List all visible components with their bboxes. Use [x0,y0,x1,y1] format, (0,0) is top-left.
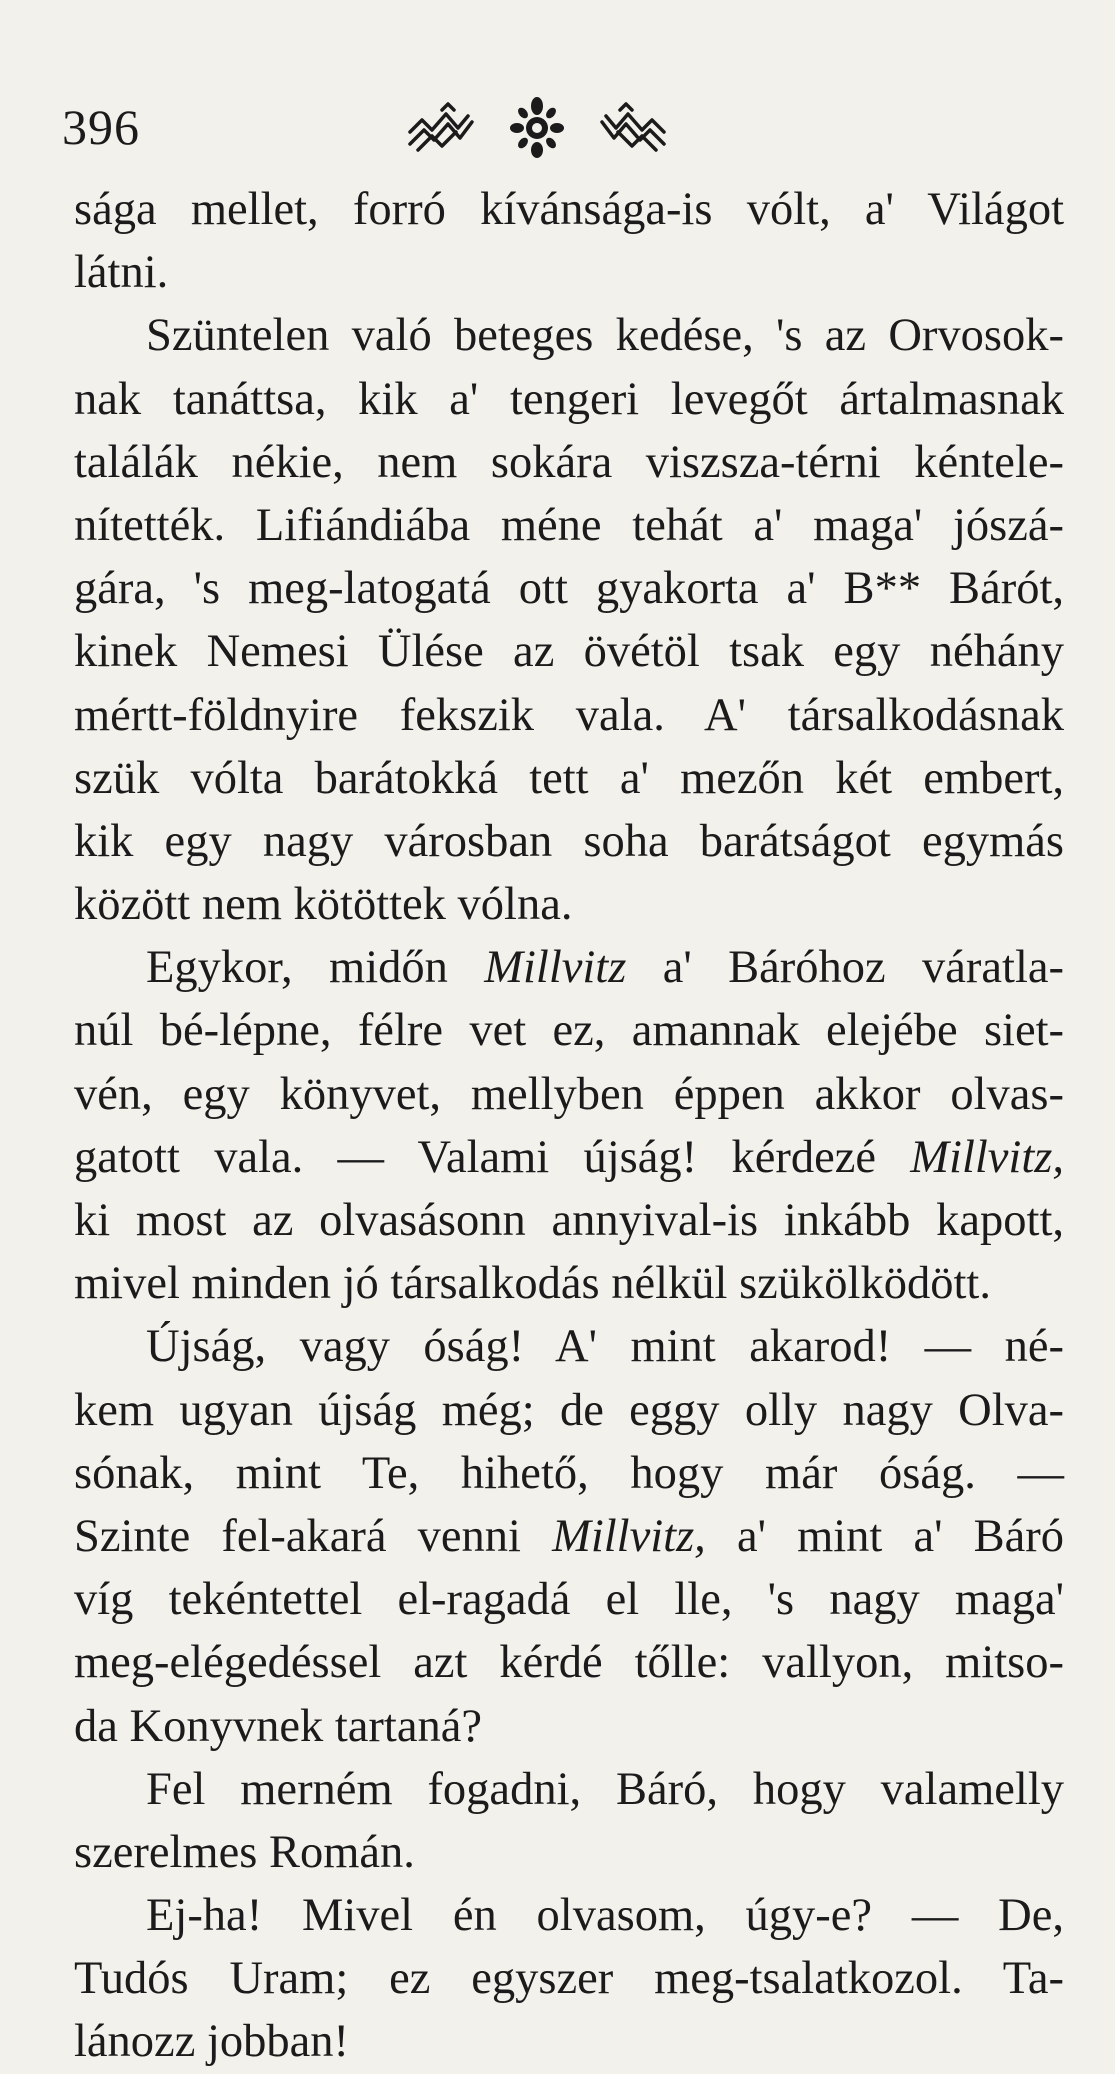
text-fragment: Egykor, midőn [146,942,485,994]
text-line: között nem kötöttek vólna. [74,879,573,931]
paragraph-start-line: Szüntelen való beteges kedése, 's az Orvosok- [146,310,1064,362]
text-line: núl bé-lépne, félre vet ez, amannak elejébe siet- [74,1005,1064,1057]
text-line: meg-elégedéssel azt kérdé tőlle: vallyon, mitso- [74,1637,1064,1689]
text-line: sága mellet, forró kívánsága-is vólt, a' Világot [74,184,1064,235]
printers-ornament-icon [402,92,672,162]
character-name-millvitz: Millvitz, [910,1131,1064,1183]
character-name-millvitz: Millvitz [484,942,627,994]
text-line [74,1505,1064,1568]
text-line [74,1126,1064,1189]
text-line: nak tanáttsa, kik a' tengeri levegőt ártalmasnak [74,373,1064,425]
text-fragment: a' Báróhoz váratla- [626,942,1064,994]
text-line: gára, 's meg-latogatá ott gyakorta a' B** Bárót, [74,563,1064,615]
text-line: lánozz jobban! [74,2016,350,2068]
text-fragment: gatott vala. — Valami újság! kérdezé [74,1131,911,1183]
text-line: nítették. Lifiándiába méne tehát a' maga' jószá- [74,499,1064,551]
text-line: ki most az olvasásonn annyival-is inkább kapott, [74,1195,1064,1246]
text-line: kinek Nemesi Ülése az övétöl tsak egy néhány [74,626,1064,678]
text-line: da Konyvnek tartaná? [74,1700,482,1752]
paragraph-start-line: Újság, vagy óság! A' mint akarod! — né- [146,1321,1064,1373]
paragraph-start-line: Fel merném fogadni, Báró, hogy valamelly [146,1763,1064,1815]
text-line: találák nékie, nem sokára viszsza-térni kéntele- [74,436,1064,488]
text-line: mértt-földnyire fekszik vala. A' társalkodásnak [74,689,1064,741]
text-fragment: Szinte fel-akará venni [74,1510,553,1562]
page-header [62,92,1062,162]
paragraph-start-line: Ej-ha! Mivel én olvasom, úgy-e? — De, [146,1890,1064,1942]
text-line: látni. [74,247,169,299]
text-line: vén, egy könyvet, mellyben éppen akkor olvas- [74,1068,1064,1120]
text-line: víg tekéntettel el-ragadá el lle, 's nagy maga' [74,1574,1064,1626]
text-line: szerelmes Román. [74,1826,415,1878]
text-line: kem ugyan újság még; de eggy olly nagy Olva- [74,1384,1064,1436]
character-name-millvitz: Millvitz, [552,1510,706,1562]
paragraph-start-line [74,936,1064,999]
text-line: sónak, mint Te, hihető, hogy már óság. — [74,1447,1064,1499]
page-number: 396 [62,99,140,155]
text-line: Tudós Uram; ez egyszer meg-tsalatkozol. Ta- [74,1953,1064,2005]
text-line: szük vólta barátokká tett a' mezőn két embert, [74,752,1064,804]
text-line: mivel minden jó társalkodás nélkül szükölködött. [74,1258,991,1310]
text-line: kik egy nagy városban soha barátságot egymás [74,815,1064,867]
text-fragment: a' mint a' Báró [705,1510,1065,1562]
body-text [74,178,1064,2074]
